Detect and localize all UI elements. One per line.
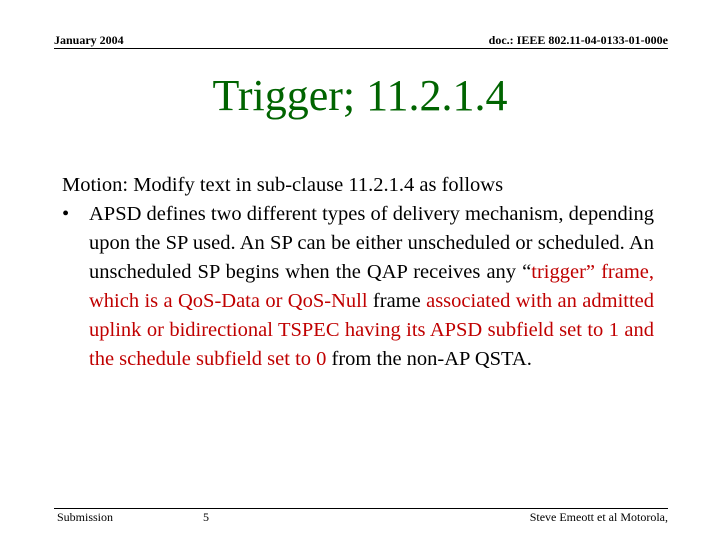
bullet-run-highlight: trigger” frame, which is a QoS-Data or QoS-Null: [89, 261, 654, 312]
bullet-run: frame: [372, 290, 427, 312]
header-rule: [54, 48, 668, 49]
bullet-marker: •: [62, 203, 70, 225]
header-doc-id: doc.: IEEE 802.11-04-0133-01-000e: [488, 33, 668, 47]
footer-rule: [54, 508, 668, 509]
header-date: January 2004: [54, 33, 124, 47]
bullet-text: [89, 200, 654, 374]
footer-submission: Submission: [57, 510, 114, 524]
slide-title: Trigger; 11.2.1.4: [212, 71, 508, 120]
bullet-run-highlight: associated with an admitted uplink or bidirectional TSPEC having its APSD subfield set to 1 and the schedule subfield set to 0: [89, 290, 655, 370]
slide-body: [62, 171, 654, 374]
bullet-run: from the non-AP QSTA.: [331, 348, 532, 370]
footer-page-number: 5: [203, 510, 209, 524]
bullet-item: [62, 200, 654, 374]
motion-text: Motion: Modify text in sub-clause 11.2.1.4 as follows: [62, 174, 504, 196]
bullet-run: APSD defines two different types of delivery mechanism, depending upon the SP used. An SP can be either unscheduled or scheduled. An unscheduled SP begins when the QAP receives any “: [89, 203, 654, 283]
footer-author: Steve Emeott et al Motorola,: [529, 510, 668, 524]
